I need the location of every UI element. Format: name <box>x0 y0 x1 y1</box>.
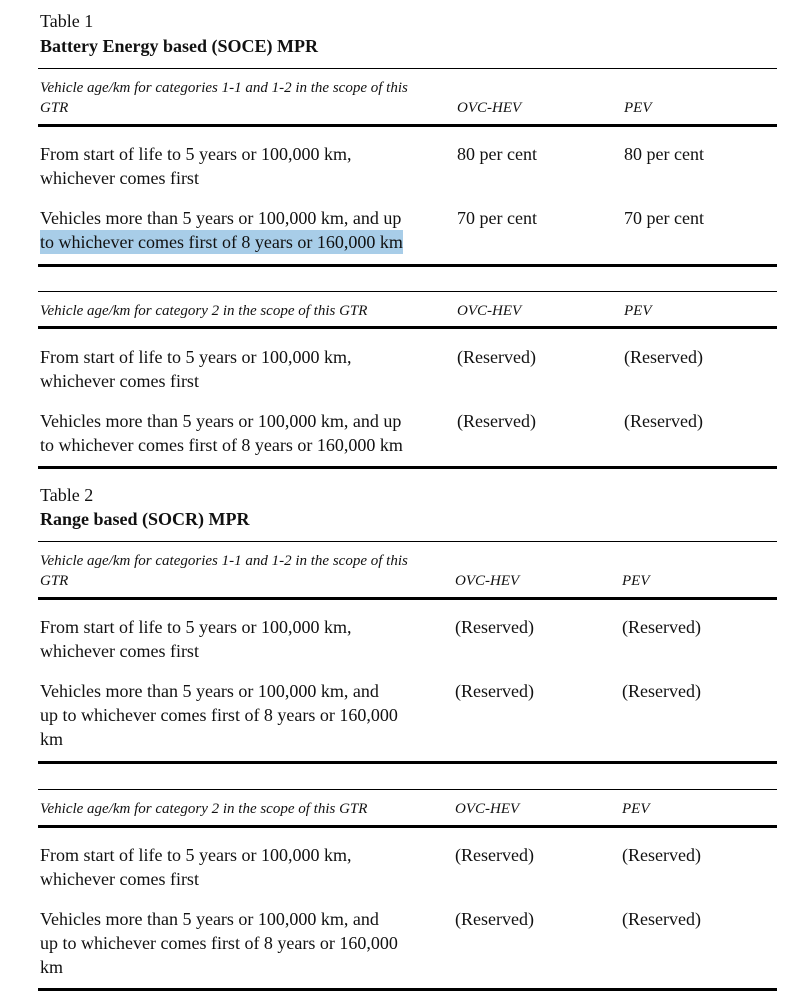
pev-value: (Reserved) <box>622 909 701 929</box>
row-description-cont: up to whichever comes first of 8 years or 160,000 <box>40 705 398 725</box>
ovc-hev-value: (Reserved) <box>455 681 534 701</box>
section-bottom-rule <box>38 264 777 267</box>
section-bottom-rule <box>38 761 777 764</box>
pev-value: (Reserved) <box>622 845 701 865</box>
row-description-cont: whichever comes first <box>40 869 199 889</box>
column-header-ovc-hev: OVC-HEV <box>455 801 520 817</box>
selected-text-highlight[interactable]: to whichever comes first of 8 years or 160,000 km <box>40 232 403 252</box>
section-bottom-rule <box>38 988 777 991</box>
column-header-vehicle-age-cont: GTR <box>40 573 69 589</box>
table-title: Range based (SOCR) MPR <box>40 509 250 529</box>
row-description: From start of life to 5 years or 100,000 km, <box>40 347 352 367</box>
column-header-vehicle-age: Vehicle age/km for categories 1-1 and 1-2 in the scope of this <box>40 80 408 96</box>
row-description-cont: up to whichever comes first of 8 years or 160,000 <box>40 933 398 953</box>
header-rule <box>38 124 777 127</box>
table-top-rule <box>38 789 777 790</box>
header-rule <box>38 326 777 329</box>
row-description-cont: km <box>40 957 64 977</box>
column-header-pev: PEV <box>624 100 652 116</box>
table-top-rule <box>38 291 777 292</box>
row-description: Vehicles more than 5 years or 100,000 km, and up <box>40 411 402 431</box>
column-header-ovc-hev: OVC-HEV <box>455 573 520 589</box>
row-description-cont: whichever comes first <box>40 641 199 661</box>
pev-value: 70 per cent <box>624 208 704 228</box>
ovc-hev-value: (Reserved) <box>455 845 534 865</box>
table-label: Table 2 <box>40 485 94 505</box>
row-description: From start of life to 5 years or 100,000 km, <box>40 845 352 865</box>
section-bottom-rule <box>38 466 777 469</box>
column-header-pev: PEV <box>622 573 650 589</box>
row-description: From start of life to 5 years or 100,000 km, <box>40 144 352 164</box>
table-title: Battery Energy based (SOCE) MPR <box>40 36 318 56</box>
pev-value: (Reserved) <box>622 681 701 701</box>
column-header-vehicle-age: Vehicle age/km for category 2 in the scope of this GTR <box>40 801 368 817</box>
pev-value: 80 per cent <box>624 144 704 164</box>
pev-value: (Reserved) <box>622 617 701 637</box>
ovc-hev-value: (Reserved) <box>457 347 536 367</box>
column-header-ovc-hev: OVC-HEV <box>457 100 522 116</box>
row-description-cont: to whichever comes first of 8 years or 160,000 km <box>40 435 403 455</box>
column-header-ovc-hev: OVC-HEV <box>457 303 522 319</box>
header-rule <box>38 825 777 828</box>
column-header-vehicle-age: Vehicle age/km for categories 1-1 and 1-2 in the scope of this <box>40 553 408 569</box>
table-label: Table 1 <box>40 11 94 31</box>
row-description-cont: whichever comes first <box>40 168 199 188</box>
row-description-cont: whichever comes first <box>40 371 199 391</box>
ovc-hev-value: 70 per cent <box>457 208 537 228</box>
ovc-hev-value: (Reserved) <box>455 617 534 637</box>
row-description: Vehicles more than 5 years or 100,000 km, and up <box>40 208 402 228</box>
row-description-cont: km <box>40 729 64 749</box>
column-header-pev: PEV <box>624 303 652 319</box>
column-header-pev: PEV <box>622 801 650 817</box>
pev-value: (Reserved) <box>624 347 703 367</box>
ovc-hev-value: 80 per cent <box>457 144 537 164</box>
header-rule <box>38 597 777 600</box>
row-description: From start of life to 5 years or 100,000 km, <box>40 617 352 637</box>
column-header-vehicle-age-cont: GTR <box>40 100 69 116</box>
column-header-vehicle-age: Vehicle age/km for category 2 in the scope of this GTR <box>40 303 368 319</box>
ovc-hev-value: (Reserved) <box>457 411 536 431</box>
table-top-rule <box>38 541 777 542</box>
table-top-rule <box>38 68 777 69</box>
ovc-hev-value: (Reserved) <box>455 909 534 929</box>
row-description: Vehicles more than 5 years or 100,000 km, and <box>40 681 379 701</box>
pev-value: (Reserved) <box>624 411 703 431</box>
row-description: Vehicles more than 5 years or 100,000 km, and <box>40 909 379 929</box>
